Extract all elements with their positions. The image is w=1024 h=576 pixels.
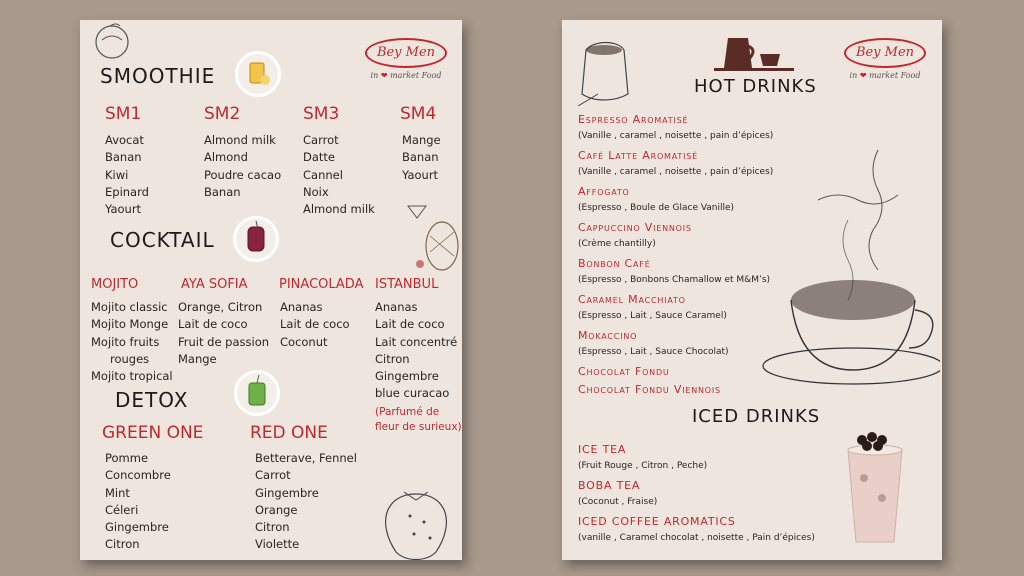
- list-item: Pomme: [105, 451, 149, 465]
- menu-item-name: Mokaccino: [578, 329, 638, 342]
- list-item: Carrot: [303, 133, 339, 147]
- list-item: Mojito tropical: [91, 369, 173, 384]
- menu-item-name: ICED COFFEE AROMATICS: [578, 515, 736, 528]
- list-item: Mojito classic: [91, 300, 168, 314]
- menu-item-name: Cappuccino Viennois: [578, 221, 692, 234]
- menu-item-desc: (Crème chantilly): [578, 239, 656, 249]
- list-item: Ananas: [280, 300, 323, 314]
- smoothie-title: SMOOTHIE: [100, 64, 216, 88]
- coffee-cup-sketch-icon: [758, 140, 940, 390]
- list-item: Mange: [178, 351, 217, 366]
- list-item: Almond: [204, 150, 248, 165]
- sm1-heading: SM1: [105, 104, 142, 124]
- menu-item: [578, 365, 773, 383]
- smoothie-glass-icon: [235, 51, 281, 97]
- list-item: Carrot: [255, 468, 291, 483]
- menu-item-name: Chocolat Fondu: [578, 365, 670, 378]
- list-item: Mint: [105, 485, 130, 500]
- menu-item: [578, 479, 815, 515]
- list-item: Orange: [255, 502, 298, 517]
- menu-item-name: ICE TEA: [578, 443, 627, 456]
- iced-drinks-title: ICED DRINKS: [692, 406, 821, 427]
- red-one-list: [255, 450, 357, 554]
- list-item: Lait de coco: [375, 317, 445, 332]
- list-item: Datte: [303, 150, 335, 165]
- menu-page-right: [562, 20, 942, 560]
- menu-item-desc: (Fruit Rouge , Citron , Peche): [578, 461, 708, 471]
- pinacolada-heading: PINACOLADA: [279, 277, 364, 292]
- list-item: Banan: [204, 184, 241, 199]
- list-item: Citron: [105, 537, 140, 552]
- logo-tagline: [365, 71, 447, 80]
- menu-item: [578, 113, 773, 149]
- list-item: Almond milk: [303, 202, 375, 217]
- menu-item-name: Affogato: [578, 185, 630, 198]
- list-item: blue curacao: [375, 386, 450, 401]
- menu-item-name: Café Latte Aromatisé: [578, 149, 698, 162]
- list-item: Gingembre: [375, 369, 439, 384]
- boba-tea-icon: [842, 428, 908, 546]
- menu-item-desc: (Vanille , caramel , noisette , pain d’épices): [578, 131, 774, 141]
- sm1-list: [105, 132, 149, 218]
- list-item: Poudre cacao: [204, 167, 282, 182]
- orange-sketch-icon: [90, 20, 134, 60]
- sm2-list: [204, 132, 281, 201]
- sm2-heading: SM2: [204, 104, 241, 124]
- pineapple-cocktail-icon: [402, 196, 462, 276]
- list-item: Ananas: [375, 300, 418, 314]
- list-item: Coconut: [280, 334, 328, 349]
- tagline-post: market Food: [869, 71, 921, 80]
- menu-item-desc: (Espresso , Boule de Glace Vanille): [578, 203, 735, 213]
- list-item: Gingembre: [105, 520, 169, 535]
- sm3-heading: SM3: [303, 104, 340, 124]
- strawberry-sketch-icon: [376, 482, 460, 560]
- tagline-pre: in: [849, 71, 858, 80]
- menu-item-desc: (Vanille , caramel , noisette , pain d’épices): [578, 167, 774, 177]
- cocktail-title: COCKTAIL: [110, 228, 215, 252]
- menu-item-desc: (Coconut , Fraise): [578, 497, 658, 507]
- list-item: Concombre: [105, 468, 171, 483]
- menu-item-name: Bonbon Café: [578, 257, 651, 270]
- mojito-heading: MOJITO: [91, 277, 139, 292]
- red-one-heading: RED ONE: [250, 423, 328, 443]
- green-one-heading: GREEN ONE: [102, 423, 204, 443]
- aya-sofia-list: [178, 299, 269, 368]
- list-item: rouges: [110, 351, 150, 366]
- brand-logo: [844, 38, 926, 80]
- list-item: Banan: [402, 150, 439, 165]
- logo-text: Bey Men: [844, 38, 926, 68]
- aya-sofia-heading: AYA SOFIA: [181, 277, 248, 292]
- list-item: Citron: [375, 351, 410, 366]
- tagline-post: market Food: [390, 71, 442, 80]
- tagline-pre: in: [370, 71, 379, 80]
- detox-glass-icon: [234, 370, 280, 416]
- menu-item-name: BOBA TEA: [578, 479, 641, 492]
- list-item: Noix: [303, 184, 329, 199]
- list-item: Mange: [402, 133, 441, 147]
- menu-item-name: Chocolat Fondu Viennois: [578, 383, 721, 396]
- menu-item: [578, 329, 773, 365]
- menu-item: [578, 185, 773, 221]
- menu-item: [578, 257, 773, 293]
- list-item: Céleri: [105, 502, 139, 517]
- list-item: Citron: [255, 520, 290, 535]
- hot-drinks-title: HOT DRINKS: [694, 76, 817, 97]
- hot-drinks-list: [578, 113, 773, 401]
- iced-drinks-list: [578, 443, 815, 551]
- menu-item: [578, 221, 773, 257]
- list-item: Betterave, Fennel: [255, 451, 357, 465]
- list-item: Almond milk: [204, 133, 276, 147]
- istanbul-note-2: fleur de surieux): [375, 420, 462, 433]
- green-one-list: [105, 450, 171, 554]
- logo-text: Bey Men: [365, 38, 447, 68]
- menu-item-desc: (Espresso , Lait , Sauce Caramel): [578, 311, 727, 321]
- list-item: Lait de coco: [178, 317, 248, 332]
- list-item: Yaourt: [105, 202, 142, 217]
- menu-item: [578, 293, 773, 329]
- brand-logo: [365, 38, 447, 80]
- list-item: Cannel: [303, 167, 343, 182]
- sm4-list: [402, 132, 441, 184]
- menu-item-name: Caramel Macchiato: [578, 293, 686, 306]
- list-item: Yaourt: [402, 167, 439, 182]
- menu-item: [578, 149, 773, 185]
- list-item: Avocat: [105, 133, 144, 147]
- list-item: Violette: [255, 537, 300, 552]
- menu-item-desc: (vanille , Caramel chocolat , noisette , Pain d’épices): [578, 533, 815, 543]
- heart-icon: ❤: [859, 71, 867, 80]
- list-item: Mojito fruits: [91, 334, 160, 349]
- detox-title: DETOX: [115, 388, 189, 412]
- menu-item: [578, 443, 815, 479]
- list-item: Lait concentré: [375, 334, 458, 349]
- istanbul-heading: ISTANBUL: [375, 277, 439, 292]
- istanbul-list: [375, 299, 462, 435]
- logo-tagline: [844, 71, 926, 80]
- menu-item-desc: (Espresso , Bonbons Chamallow et M&M’s): [578, 275, 771, 285]
- list-item: Fruit de passion: [178, 334, 270, 349]
- list-item: Banan: [105, 150, 142, 165]
- mojito-list: [91, 299, 173, 385]
- sm4-heading: SM4: [400, 104, 437, 124]
- menu-item: [578, 383, 773, 401]
- list-item: Mojito Monge: [91, 317, 169, 332]
- list-item: Gingembre: [255, 485, 319, 500]
- coffee-pot-icon: [714, 28, 794, 74]
- menu-item-name: Espresso Aromatisé: [578, 113, 689, 126]
- list-item: Epinard: [105, 184, 149, 199]
- menu-page-left: [80, 20, 462, 560]
- pinacolada-list: [280, 299, 350, 351]
- sm3-list: [303, 132, 375, 218]
- istanbul-note-1: (Parfumé de: [375, 405, 440, 418]
- cocktail-glass-icon: [233, 216, 279, 262]
- heart-icon: ❤: [380, 71, 388, 80]
- list-item: Kiwi: [105, 167, 129, 182]
- list-item: Lait de coco: [280, 317, 350, 332]
- menu-item-desc: (Espresso , Lait , Sauce Chocolat): [578, 347, 729, 357]
- coffee-sack-icon: [574, 36, 634, 106]
- list-item: Orange, Citron: [178, 300, 263, 314]
- menu-item: [578, 515, 815, 551]
